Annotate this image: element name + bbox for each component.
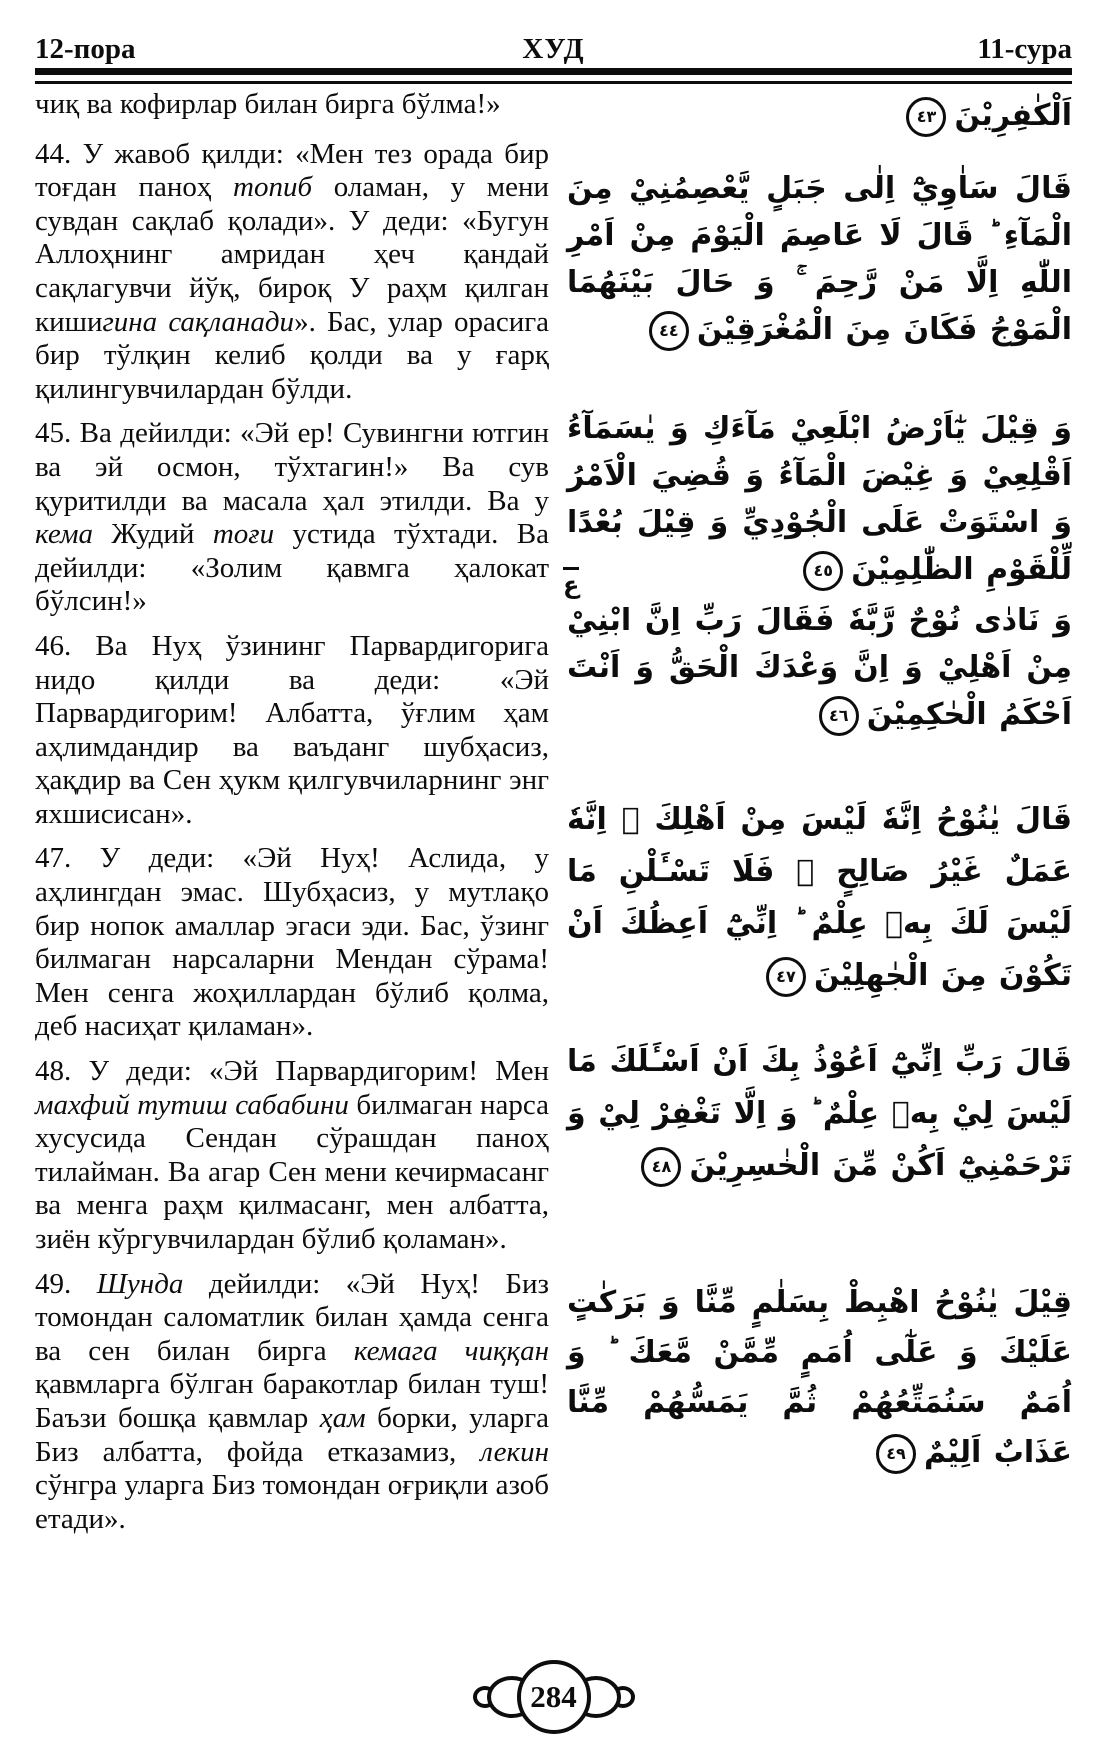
verse-number: 48. <box>35 1055 89 1088</box>
ayah-block-5 <box>567 794 1072 1002</box>
verse-text-italic: лекин <box>480 1435 549 1468</box>
juz-label: 12-пора <box>35 33 136 65</box>
verse-text-italic: гина сақланади <box>102 305 295 338</box>
verse-number: 49. <box>35 1267 97 1300</box>
verse-number: 45. <box>35 417 80 450</box>
header-double-rule <box>35 68 1072 84</box>
ruku-marker: ع <box>563 567 579 597</box>
verse-text-italic: кема <box>35 518 93 551</box>
verse-text-italic: кемага чиққан <box>353 1334 550 1367</box>
arabic-column <box>563 92 1072 1478</box>
ayah-block-3 <box>563 405 1072 599</box>
ayah-end-marker: ٤٨ <box>641 1147 681 1187</box>
ayah-end-marker: ٤٥ <box>803 551 843 591</box>
verse-text-italic: махфий тутиш сабабини <box>35 1088 349 1121</box>
verse-text: Ва Нуҳ ўзининг Парвардигорига нидо қилди ва деди: «Эй Парвардигорим! Албатта, ўғлим ҳам аҳлимдандир ва ваъданг шубҳасиз, ҳақдир ва Сен ҳукм қилгувчиларнинг энг яхшисисан». <box>35 629 549 830</box>
verse-text: дейилди: «Эй Нуҳ! Биз томондан саломатлик билан ҳамда сенга ва сен билан бирга <box>35 1267 549 1367</box>
ayah-end-marker: ٤٤ <box>649 311 689 351</box>
verse-text: сўнгра уларга Биз томондан оғриқли азоб етади». <box>35 1469 549 1535</box>
ayah-text: قِيْلَ يٰنُوْحُ اهْبِطْ بِسَلٰمٍ مِّنَّا وَ بَرَكٰتٍ عَلَيْكَ وَ عَلٰٓى اُمَمٍ مِّمَّنْ مَّعَكَ ؕ وَ اُمَمٌ سَنُمَتِّعُهُمْ ثُمَّ يَمَسُّهُمْ مِّنَّا عَذَابٌ اَلِيْمٌ <box>567 1285 1072 1470</box>
verse-text: билмаган нарса хусусида Сендан сўрашдан паноҳ тилайман. Ва агар Сен мени кечирмасанг ва менга раҳм қилмасанг, мен албатта, зиён кўргувчилардан бўлиб қоламан». <box>35 1088 549 1255</box>
verse-paragraph-46 <box>35 630 549 832</box>
ayah-end-marker: ٤٩ <box>876 1434 916 1474</box>
verse-text-italic: Шунда <box>96 1267 184 1300</box>
verse-paragraph-45 <box>35 417 549 619</box>
ayah-end-marker: ٤٦ <box>819 696 859 736</box>
ayah-text: قَالَ سَاٰوِيْٓ اِلٰى جَبَلٍ يَّعْصِمُنِيْ مِنَ الْمَآءِ ؕ قَالَ لَا عَاصِمَ الْيَوْمَ مِنْ اَمْرِ اللّٰهِ اِلَّا مَنْ رَّحِمَ ۚ وَ حَالَ بَيْنَهُمَا الْمَوْجُ فَكَانَ مِنَ الْمُغْرَقِيْنَ <box>567 171 1072 347</box>
surah-number-label: 11-сура <box>977 33 1073 65</box>
ayah-text: قَالَ يٰنُوْحُ اِنَّهٗ لَيْسَ مِنْ اَهْلِكَ ۚ اِنَّهٗ عَمَلٌ غَيْرُ صَالِحٍ ۖ فَلَا تَسْـَٔلْنِ مَا لَيْسَ لَكَ بِهٖ عِلْمٌ ؕ اِنِّيْٓ اَعِظُكَ اَنْ تَكُوْنَ مِنَ الْجٰهِلِيْنَ <box>567 802 1072 993</box>
page-number-badge <box>517 1660 591 1734</box>
page-header <box>35 34 1072 66</box>
verse-text-italic: топиб <box>233 171 313 204</box>
verse-paragraph-48 <box>35 1055 549 1257</box>
verse-text: У жавоб қилди: «Мен тез орада бир тоғдан паноҳ <box>35 137 550 204</box>
surah-title: ХУД <box>522 33 585 65</box>
verse-paragraph-49 <box>35 1268 549 1537</box>
verse-text: Ва дейилди: «Эй ер! Сувингни ютгин ва эй осмон, тўхтагин!» Ва сув қуритилди ва масала ҳал этилди. Ва у <box>35 417 549 517</box>
verse-text-italic: ҳам <box>319 1401 366 1434</box>
verse-paragraph-47 <box>35 842 549 1044</box>
verse-paragraph-44 <box>35 138 549 407</box>
ayah-text: وَ نَادٰى نُوْحٌ رَّبَّهٗ فَقَالَ رَبِّ اِنَّ ابْنِيْ مِنْ اَهْلِيْ وَ اِنَّ وَعْدَكَ الْحَقُّ وَ اَنْتَ اَحْكَمُ الْحٰكِمِيْنَ <box>567 603 1072 732</box>
continuation-line: чиқ ва кофирлар билан бирга бўлма!» <box>35 88 501 120</box>
ayah-block-1 <box>567 92 1072 139</box>
verse-text: У деди: «Эй Парвардигорим! Мен <box>88 1055 549 1088</box>
verse-text: борки, уларга Биз албатта, фойда етказамиз, <box>35 1401 549 1468</box>
verse-text: ». Бас, улар орасига бир тўлқин келиб қолди ва у ғарқ қилингувчилардан бўлди. <box>35 305 549 405</box>
verse-number: 46. <box>35 629 96 662</box>
verse-text: устида тўхтади. Ва дейилди: «Золим қавмга ҳалокат бўлсин!» <box>35 518 550 618</box>
ayah-text: اَلْكٰفِرِيْنَ <box>954 98 1072 133</box>
translation-column <box>35 88 549 1547</box>
verse-number: 47. <box>35 842 100 875</box>
ayah-end-marker: ٤٣ <box>906 97 946 137</box>
ayah-block-2 <box>567 165 1072 353</box>
page-number: 284 <box>517 1660 591 1734</box>
ayah-block-7 <box>567 1278 1072 1478</box>
verse-text: оламан, у мени сувдан сақлаб қолади». У деди: «Бугун Аллоҳнинг амридан ҳеч қандай сақлагувчи йўқ, бироқ У раҳм қилган киши <box>35 171 549 338</box>
verse-text-italic: тоғи <box>212 518 275 551</box>
ayah-block-4 <box>567 597 1072 738</box>
verse-number: 44. <box>35 137 83 170</box>
ayah-end-marker: ٤٧ <box>766 957 806 997</box>
verse-text: Жудий <box>93 518 213 551</box>
verse-text: У деди: «Эй Нуҳ! Аслида, у аҳлингдан эмас. Шубҳасиз, у мутлақо бир нопок амаллар эгаси эди. Бас, ўзинг билмаган нарсаларни Мендан сўрама! Мен сенга жоҳиллардан бўлиб қолма, деб насиҳат қиламан». <box>35 842 549 1043</box>
ayah-text: وَ قِيْلَ يٰٓاَرْضُ ابْلَعِيْ مَآءَكِ وَ يٰسَمَآءُ اَقْلِعِيْ وَ غِيْضَ الْمَآءُ وَ قُضِيَ الْاَمْرُ وَ اسْتَوَتْ عَلَى الْجُوْدِيِّ وَ قِيْلَ بُعْدًا لِّلْقَوْمِ الظّٰلِمِيْنَ <box>567 411 1072 587</box>
ayah-block-6 <box>567 1036 1072 1192</box>
ayah-text: قَالَ رَبِّ اِنِّيْٓ اَعُوْذُ بِكَ اَنْ اَسْـَٔلَكَ مَا لَيْسَ لِيْ بِهٖ عِلْمٌ ؕ وَ اِلَّا تَغْفِرْ لِيْ وَ تَرْحَمْنِيْٓ اَكُنْ مِّنَ الْخٰسِرِيْنَ <box>567 1044 1072 1183</box>
verse-text: қавмларга бўлган баракотлар билан туш! Баъзи бошқа қавмлар <box>35 1368 549 1434</box>
